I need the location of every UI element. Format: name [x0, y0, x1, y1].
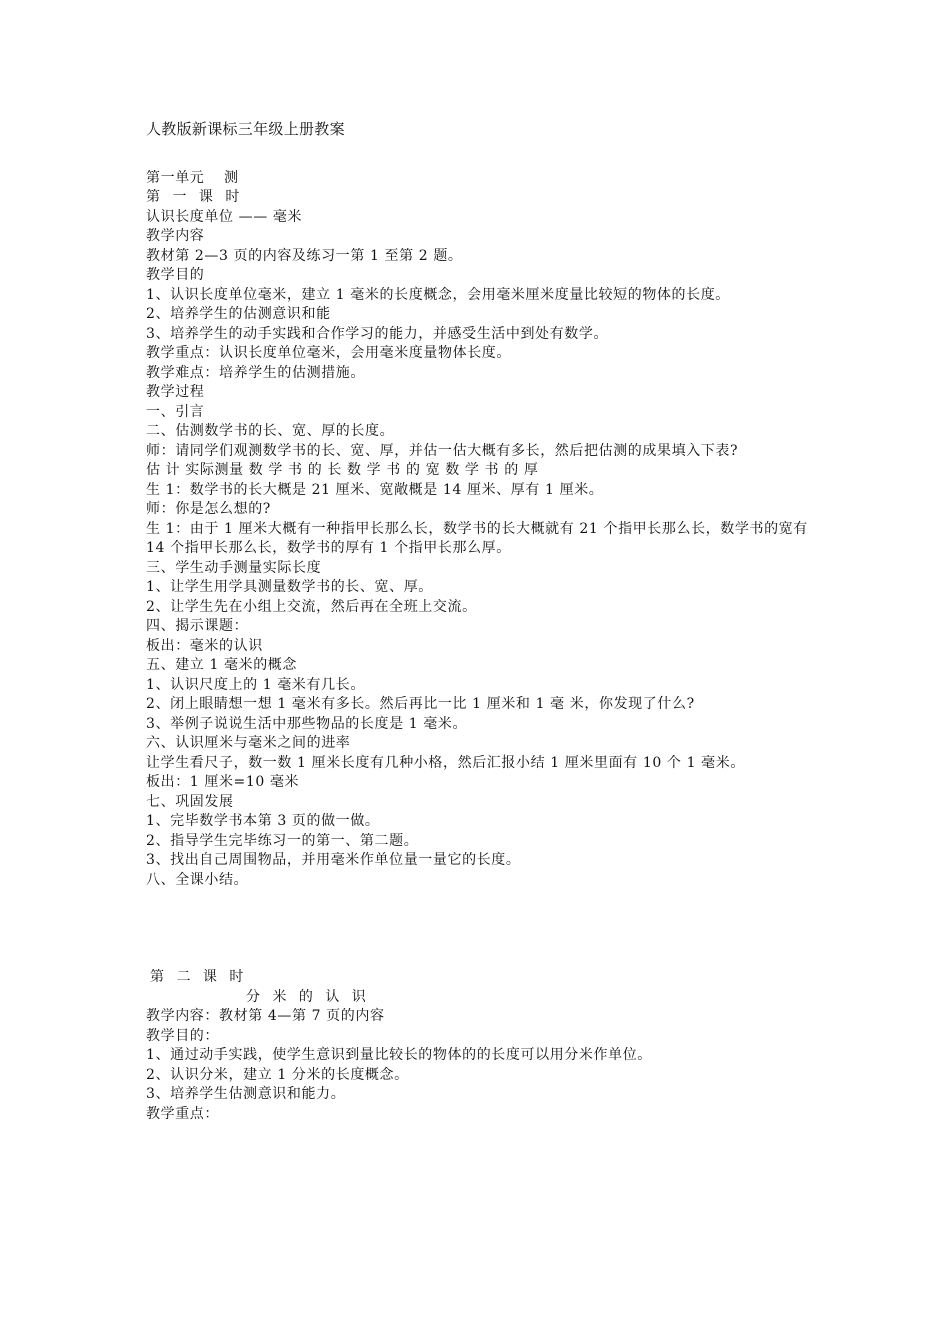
text-line: 3、培养学生的动手实践和合作学习的能力，并感受生活中到处有数学。 — [146, 325, 609, 342]
lesson2-subtitle: 分 米 的 认 识 — [246, 988, 370, 1005]
text-line: 教材第 2—3 页的内容及练习一第 1 至第 2 题。 — [146, 247, 463, 264]
text-line: 3、举例子说说生活中那些物品的长度是 1 毫米。 — [146, 715, 468, 732]
paragraph-teacher: 师：请同学们观测数学书的长、宽、厚，并估一估大概有多长，然后把估测的成果填入下表? — [146, 442, 739, 459]
text-line: 2、培养学生的估测意识和能 — [146, 306, 331, 322]
text-line: 二、估测数学书的长、宽、厚的长度。 — [146, 423, 395, 439]
text-line: 1、认识尺度上的 1 毫米有几长。 — [146, 676, 365, 693]
text-line: 板出：毫米的认识 — [146, 637, 263, 654]
lesson2-heading: 第 二 课 时 — [150, 969, 248, 985]
text-line: 2、让学生先在小组上交流，然后再在全班上交流。 — [146, 598, 477, 615]
text-line: 师：你是怎么想的? — [146, 501, 271, 517]
unit-heading: 第一单元 测 — [146, 169, 239, 186]
text-line: 四、揭示课题： — [146, 618, 249, 634]
text-line: 3、培养学生估测意识和能力。 — [146, 1086, 346, 1102]
text-line: 2、认识分米，建立 1 分米的长度概念。 — [146, 1066, 409, 1083]
text-line: 1、认识长度单位毫米，建立 1 毫米的长度概念，会用毫米厘米度量比较短的物体的长度。 — [146, 286, 730, 303]
spacer — [146, 890, 811, 968]
text-line: 五、建立 1 毫米的概念 — [146, 657, 298, 673]
text-line: 生 1：数学书的长大概是 21 厘米、宽敞概是 14 厘米、厚有 1 厘米。 — [146, 481, 604, 498]
spacer — [146, 140, 811, 169]
text-line: 一、引言 — [146, 403, 205, 420]
text-line: 三、学生动手测量实际长度 — [146, 559, 322, 576]
text-line: 估 计 实际测量 数 学 书 的 长 数 学 书 的 宽 数 学 书 的 厚 — [146, 462, 539, 478]
text-line: 教学难点：培养学生的估测措施。 — [146, 364, 365, 381]
text-line: 七、巩固发展 — [146, 793, 234, 810]
text-line: 教学重点：认识长度单位毫米，会用毫米度量物体长度。 — [146, 345, 511, 361]
text-line: 2、闭上眼睛想一想 1 毫米有多长。然后再比一比 1 厘米和 1 毫 米，你发现了什么? — [146, 696, 695, 712]
text-line: 让学生看尺子，数一数 1 厘米长度有几种小格，然后汇报小结 1 厘米里面有 10 个 1 毫米。 — [146, 754, 745, 771]
text-line: 1、完毕数学书本第 3 页的做一做。 — [146, 813, 380, 829]
text-line: 1、通过动手实践，使学生意识到量比较长的物体的的长度可以用分米作单位。 — [146, 1047, 652, 1063]
paragraph-student: 生 1：由于 1 厘米大概有一种指甲长那么长，数学书的长大概就有 21 个指甲长那么长，数学书的宽有 14 个指甲长那么长，数学书的厚有 1 个指甲长那么厚。 — [146, 520, 808, 556]
text-line: 教学重点： — [146, 1105, 219, 1122]
text-line: 板出：1 厘米=10 毫米 — [146, 774, 300, 790]
document-title: 人教版新课标三年级上册教案 — [146, 120, 345, 138]
text-line: 教学内容 — [146, 228, 205, 244]
text-line: 教学目的 — [146, 267, 205, 283]
text-line: 3、找出自己周围物品，并用毫米作单位量一量它的长度。 — [146, 852, 521, 868]
lesson1-heading: 第 一 课 时 — [146, 189, 244, 205]
text-line: 2、指导学生完毕练习一的第一、第二题。 — [146, 832, 419, 849]
text-line: 六、认识厘米与毫米之间的进率 — [146, 735, 351, 751]
lesson1-topic: 认识长度单位 —— 毫米 — [146, 208, 303, 225]
text-line: 教学内容：教材第 4—第 7 页的内容 — [146, 1008, 385, 1024]
document-body — [146, 120, 811, 1124]
text-line: 教学过程 — [146, 384, 205, 400]
text-line: 教学目的： — [146, 1027, 219, 1044]
text-line: 1、让学生用学具测量数学书的长、宽、厚。 — [146, 579, 433, 595]
text-line: 八、全课小结。 — [146, 871, 249, 888]
